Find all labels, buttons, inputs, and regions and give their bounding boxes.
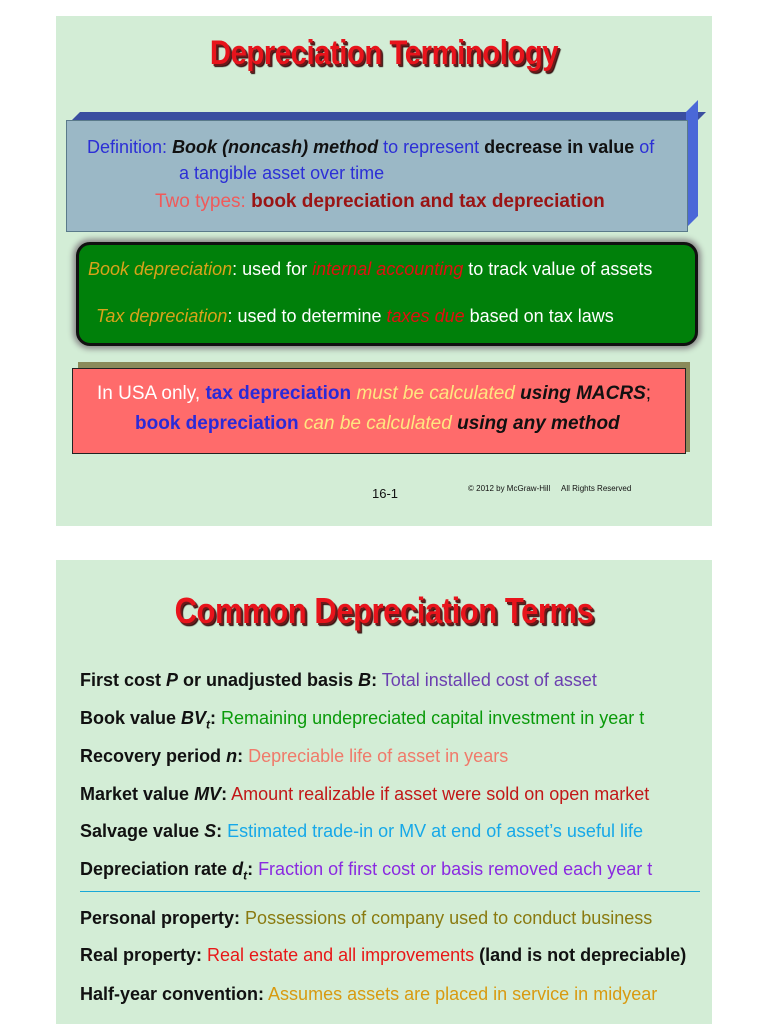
usa-using-any-method: using any method <box>457 413 620 434</box>
term-market-value <box>80 784 649 805</box>
book-tax-box <box>76 242 698 346</box>
definition-term: Book (noncash) method <box>172 137 379 157</box>
term-label: Real property: <box>80 945 203 965</box>
term-description: Real estate and all improvements <box>202 945 475 965</box>
term-note: (land is not depreciable) <box>474 945 687 965</box>
book-depreciation-line <box>88 259 652 280</box>
two-types-text: book depreciation and tax depreciation <box>251 191 605 212</box>
book-depreciation-label: Book depreciation <box>88 259 233 279</box>
term-half-year-convention <box>80 984 657 1005</box>
term-depreciation-rate <box>80 859 652 883</box>
term-label: Half-year convention: <box>80 984 265 1004</box>
slide-common-depreciation-terms <box>56 560 712 1024</box>
page-number: 16-1 <box>372 486 399 501</box>
term-label: Depreciation rate $d_t$: <box>80 859 254 883</box>
slide-title: Common Depreciation Terms <box>174 590 594 631</box>
term-description: Possessions of company used to conduct business <box>240 908 653 928</box>
usa-tax-depreciation: tax depreciation <box>205 383 352 404</box>
term-label: First cost P or unadjusted basis B: <box>80 670 378 690</box>
term-label: Market value MV: <box>80 784 228 804</box>
term-description: Total installed cost of asset <box>377 670 597 690</box>
term-description: Remaining undepreciated capital investment in year t <box>216 708 645 728</box>
term-personal-property <box>80 908 652 929</box>
definition-label: Definition: <box>87 137 168 157</box>
usa-only-text: In USA only, <box>97 383 201 404</box>
usa-can-be-calculated: can be calculated <box>303 413 452 434</box>
tax-depreciation-label: Tax depreciation <box>96 306 228 326</box>
definition-line-2: a tangible asset over time <box>179 163 385 183</box>
usa-semicolon: ; <box>645 383 652 404</box>
usa-must-be-calculated: must be calculated <box>356 383 515 404</box>
term-description: Estimated trade-in or MV at end of asset’s useful life <box>222 821 643 841</box>
divider-line <box>80 891 700 892</box>
book-depreciation-mid: : used for <box>232 259 308 279</box>
term-label: Book value $BV_t$: <box>80 708 217 732</box>
definition-to-represent: to represent <box>383 137 480 157</box>
term-label: Salvage value S: <box>80 821 223 841</box>
term-label: Recovery period n: <box>80 746 244 766</box>
usa-book-depreciation: book depreciation <box>135 413 299 434</box>
term-description: Amount realizable if asset were sold on open market <box>227 784 650 804</box>
tax-depreciation-line <box>96 306 614 327</box>
term-salvage-value <box>80 821 643 842</box>
term-label: Personal property: <box>80 908 241 928</box>
term-recovery-period <box>80 746 508 767</box>
slide-title: Depreciation Terminology <box>209 34 559 72</box>
two-types-label: Two types: <box>155 191 246 212</box>
usa-using-macrs: using MACRS <box>520 383 646 404</box>
term-description: Fraction of first cost or basis removed each year t <box>253 859 653 879</box>
slide-depreciation-terminology <box>56 16 712 526</box>
term-description: Assumes assets are placed in service in midyear <box>264 984 658 1004</box>
definition-line-1 <box>87 137 654 158</box>
term-book-value <box>80 708 644 732</box>
copyright-notice: © 2012 by McGraw-Hill All Rights Reserved <box>468 484 632 493</box>
term-first-cost <box>80 670 597 691</box>
two-types-line <box>155 191 605 213</box>
tax-depreciation-end: based on tax laws <box>469 306 614 326</box>
definition-decrease: decrease in value <box>484 137 635 157</box>
book-depreciation-end: to track value of assets <box>468 259 653 279</box>
term-real-property <box>80 945 686 966</box>
usa-line-1 <box>97 383 651 405</box>
taxes-due-text: taxes due <box>386 306 465 326</box>
usa-macrs-box <box>72 368 686 454</box>
term-description: Depreciable life of asset in years <box>243 746 509 766</box>
usa-line-2 <box>135 413 620 435</box>
definition-box <box>66 120 688 232</box>
definition-of: of <box>639 137 655 157</box>
internal-accounting-text: internal accounting <box>312 259 464 279</box>
tax-depreciation-mid: : used to determine <box>227 306 382 326</box>
